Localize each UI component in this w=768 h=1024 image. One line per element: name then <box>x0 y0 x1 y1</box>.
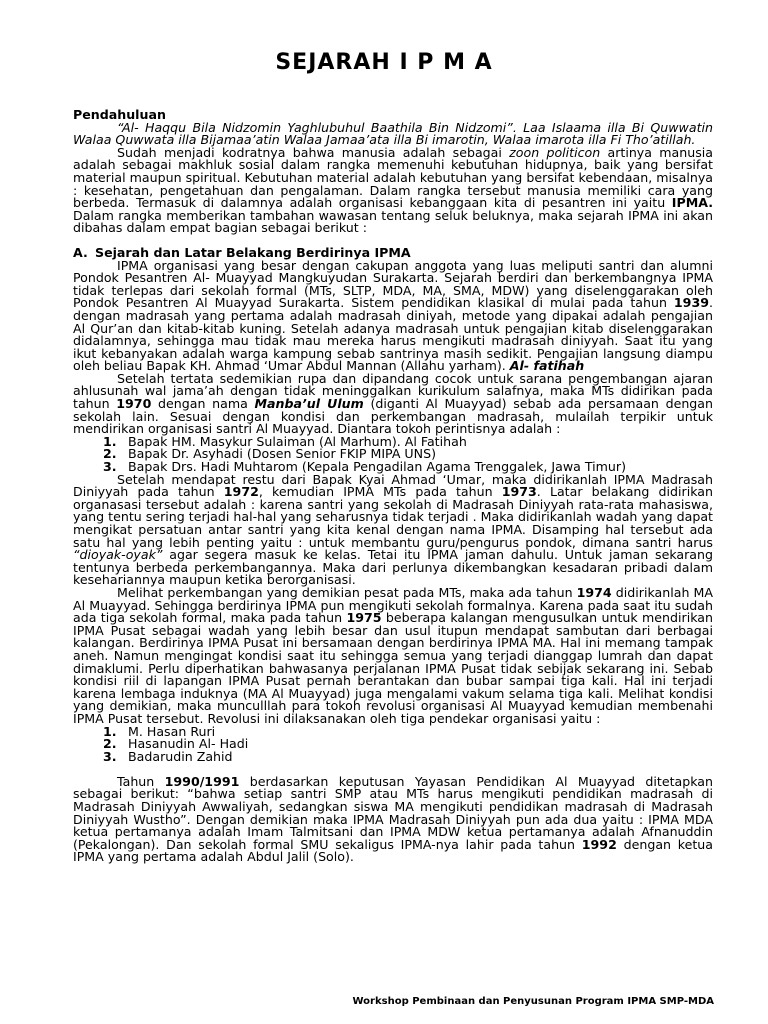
section-a-paragraph-3: Setelah mendapat restu dari Bapak Kyai Ahmad ‘Umar, maka didirikanlah IPMA Madrasah Diniyyah pada tahun 1972, kemudian IPMA MTs pada tahun 1973. Latar belakang didirikan organasasi tersebut adalah : karena santri yang sekolah di Madrasah Diniyyah rata-rata mahasiswa, yang tentu sering terjadi hal-hal yang seharusnya tidak terjadi . Maka didirikanlah wadah yang dapat mengikat persatuan antar santri yang kita kenal dengan nama IPMA. Disamping hal tersebut ada satu hal yang lebih penting yaitu : untuk membantu guru/pengurus pondok, dimana santri harus “dioyak-oyak” agar segera masuk ke kelas. Tetai itu IPMA jaman dahulu. Untuk jaman sekarang tentunya berbeda perkembangannya. Maka dari perlunya dikembangkan kesadaran pribadi dalam kesehariannya maupun ketika berorganisasi. <box>73 471 713 588</box>
intro-heading: Pendahuluan <box>73 107 166 122</box>
list-item: 2. Bapak Dr. Asyhadi (Dosen Senior FKIP MIPA UNS) <box>103 446 436 462</box>
intro-quote: “Al- Haqqu Bila Nidzomin Yaghlubuhul Baathila Bin Nidzomi”. Laa Islaama illa Bi Quwwatin Walaa Quwwata illa Bijamaa’atin Walaa Jamaa’ata illa Bi imarotin, Walaa imarota illa Fi Tho’atillah. <box>73 119 713 148</box>
page-title: SEJARAH I P M A <box>275 50 493 75</box>
revolutionaries-list <box>73 723 713 764</box>
list-item: 1. Bapak HM. Masykur Sulaiman (Al Marhum). Al Fatihah <box>103 433 467 449</box>
list-item: 2. Hasanudin Al- Hadi <box>103 736 249 752</box>
list-item: 3. Badarudin Zahid <box>103 748 233 764</box>
founders-list <box>73 433 713 475</box>
list-item: 3. Bapak Drs. Hadi Muhtarom (Kepala Pengadilan Agama Trenggalek, Jawa Timur) <box>103 459 626 475</box>
section-a-paragraph-5: Tahun 1990/1991 berdasarkan keputusan Yayasan Pendidikan Al Muayyad ditetapkan sebagai berikut: “bahwa setiap santri SMP atau MTs harus mengikuti pendidikan madrasah di Madrasah Diniyyah Awwaliyah, sedangkan siswa MA mengikuti pendidikan madrasah di Madrasah Diniyyah Wustho”. Dengan demikian maka IPMA Madrasah Diniyyah pun ada dua yaitu : IPMA MDA ketua pertamanya adalah Imam Talmitsani dan IPMA MDW ketua pertamanya adalah Afnanuddin (Pekalongan). Dan sekolah formal SMU sekaligus IPMA-nya lahir pada tahun 1992 dengan ketua IPMA yang pertama adalah Abdul Jalil (Solo). <box>73 773 713 865</box>
document-body <box>73 109 713 864</box>
section-a-paragraph-1: IPMA organisasi yang besar dengan cakupan anggota yang luas meliputi santri dan alumni Pondok Pesantren Al- Muayyad Mangkuyudan Surakarta. Sejarah berdiri dan berkembangnya IPMA tidak terlepas dari sekolah formal (MTs, SLTP, MDA, MA, SMA, MDW) yang diselenggarakan oleh Pondok Pesantren Al Muayyad Surakarta. Sistem pendidikan klasikal di mulai pada tahun 1939. dengan madrasah yang pertama adalah madrasah diniyah, metode yang dipakai adalah pengajian Al Qur’an dan kitab-kitab kuning. Setelah adanya madrasah untuk pengajian kitab diselenggarakan didalamnya, sehingga mau tidak mau mereka harus mengikuti madrasah diniyyah. Saat itu yang ikut kebanyakan adalah warga kampung sebab santrinya masih sedikit. Pengajian langsung diampu oleh beliau Bapak KH. Ahmad ‘Umar Abdul Mannan (Allahu yarham). Al- fatihah <box>73 257 713 374</box>
list-item: 1. M. Hasan Ruri <box>103 723 216 739</box>
section-a-paragraph-2: Setelah tertata sedemikian rupa dan dipandang cocok untuk sarana pengembangan ajaran ahlusunah wal jama’ah dengan tidak meninggalkan kurikulum salafnya, maka MTs didirikan pada tahun 1970 dengan nama Manba’ul Ulum (diganti Al Muayyad) sebab ada persamaan dengan sekolah lain. Sesuai dengan kondisi dan perkembangan madrasah, mulailah terpikir untuk mendirikan organisasi santri Al Muayyad. Diantara tokoh perintisnya adalah : <box>73 370 713 437</box>
section-a-paragraph-4: Melihat perkembangan yang demikian pesat pada MTs, maka ada tahun 1974 didirikanlah MA Al Muayyad. Sehingga berdirinya IPMA pun mengikuti sekolah formalnya. Karena pada saat itu sudah ada tiga sekolah formal, maka pada tahun 1975 beberapa kalangan mengusulkan untuk mendirikan IPMA Pusat sebagai wadah yang lebih besar dan usul itupun mendapat sambutan dari berbagai kalangan. Berdirinya IPMA Pusat ini bersamaan dengan berdirinya IPMA MA. Hal ini memang tampak aneh. Namun mengingat kondisi saat itu sehingga semua yang terjadi dianggap lumrah dan dapat dimaklumi. Perlu diperhatikan bahwasanya perjalanan IPMA Pusat tidak sebijak sekarang ini. Sebab kondisi riil di lapangan IPMA Pusat pernah berantakan dan bubar sampai tiga kali. Hal ini terjadi karena lembaga induknya (MA Al Muayyad) juga mengalami vakum selama tiga kali. Melihat kondisi yang demikian, maka munculllah para tokoh revolusi organisasi Al Muayyad kemudian membenahi IPMA Pusat tersebut. Revolusi ini dilaksanakan oleh tiga pendekar organisasi yaitu : <box>73 584 713 726</box>
intro-paragraph: Sudah menjadi kodratnya bahwa manusia adalah sebagai zoon politicon artinya manusia adalah sebagai makhluk sosial dalam rangka memenuhi kebutuhan hidupnya, baik yang bersifat material maupun spiritual. Kebutuhan material adalah kebutuhan yang bersifat kebendaan, misalnya : kesehatan, pengetahuan dan pengalaman. Dalam rangka tersebut manusia memiliki cara yang berbeda. Termasuk di dalamnya adalah organisasi kebanggaan kita di pesantren ini yaitu IPMA. Dalam rangka memberikan tambahan wawasan tentang seluk beluknya, maka sejarah IPMA ini akan dibahas dalam empat bagian sebagai berikut : <box>73 144 713 236</box>
section-a-heading: A. Sejarah dan Latar Belakang Berdirinya IPMA <box>73 244 411 260</box>
page-footer: Workshop Pembinaan dan Penyusunan Program IPMA SMP-MDA <box>352 996 714 1007</box>
